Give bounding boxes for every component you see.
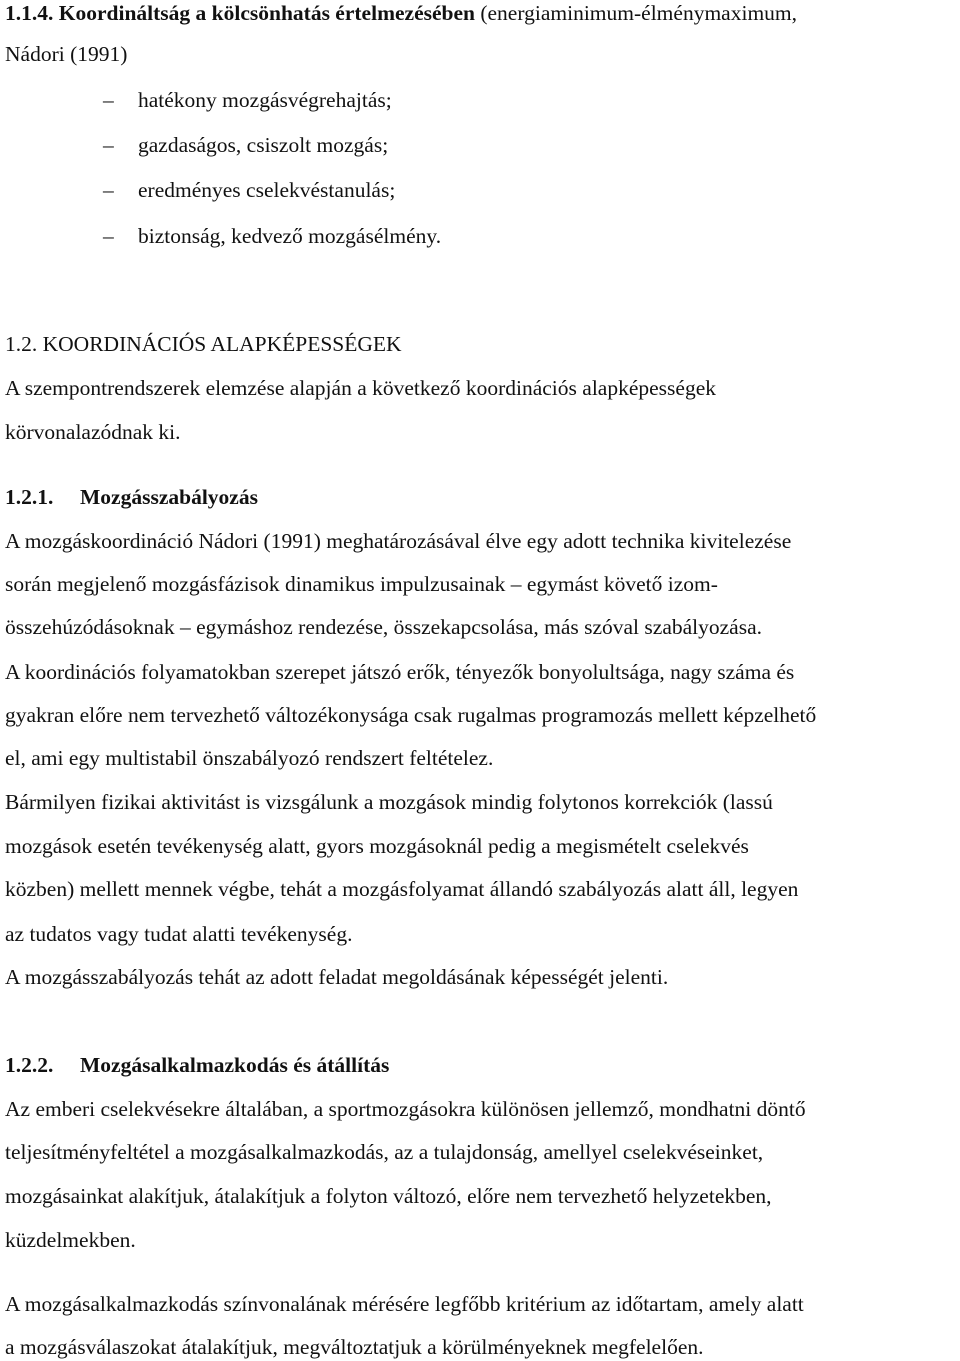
section-title: Mozgásszabályozás [80, 485, 258, 509]
paragraph-line: mozgásainkat alakítjuk, átalakítjuk a folyton változó, előre nem tervezhető helyzetekben, [5, 1184, 772, 1208]
dash-bullet: – [103, 88, 114, 112]
section-1-2-heading: 1.2. KOORDINÁCIÓS ALAPKÉPESSÉGEK [5, 332, 402, 356]
paragraph-line: közben) mellett mennek végbe, tehát a mozgásfolyamat állandó szabályozás alatt áll, legyen [5, 877, 799, 901]
paragraph-line: el, ami egy multistabil önszabályozó rendszert feltételez. [5, 746, 494, 770]
dash-bullet: – [103, 133, 114, 157]
paragraph-line: összehúzódásoknak – egymáshoz rendezése, összekapcsolása, más szóval szabályozása. [5, 615, 762, 639]
section-title: Koordináltság a kölcsönhatás értelmezésében [58, 1, 475, 25]
list-item-text: gazdaságos, csiszolt mozgás; [138, 133, 389, 157]
section-1-2-2-heading [5, 1055, 389, 1077]
section-number: 1.2.1. [5, 485, 54, 509]
section-1-2-1-heading [5, 487, 258, 509]
paragraph-line: a mozgásválaszokat átalakítjuk, megváltoztatjuk a körülményeknek megfelelően. [5, 1335, 704, 1359]
paragraph-line: körvonalazódnak ki. [5, 420, 181, 444]
paragraph-line: Az emberi cselekvésekre általában, a sportmozgásokra különösen jellemző, mondhatni döntő [5, 1097, 806, 1121]
paragraph-line: Bármilyen fizikai aktivitást is vizsgálunk a mozgások mindig folytonos korrekciók (lassú [5, 790, 773, 814]
section-title: Mozgásalkalmazkodás és átállítás [80, 1053, 390, 1077]
section-1-1-4-source: Nádori (1991) [5, 42, 128, 66]
paragraph-line: A mozgáskoordináció Nádori (1991) meghatározásával élve egy adott technika kivitelezése [5, 529, 792, 553]
dash-bullet: – [103, 224, 114, 248]
section-1-1-4-heading [5, 3, 797, 25]
section-number: 1.2.2. [5, 1053, 54, 1077]
paragraph-line: mozgások esetén tevékenység alatt, gyors mozgásoknál pedig a megismételt cselekvés [5, 834, 749, 858]
paragraph-line: A koordinációs folyamatokban szerepet játszó erők, tényezők bonyolultsága, nagy száma és [5, 660, 795, 684]
dash-bullet: – [103, 178, 114, 202]
paragraph-line: az tudatos vagy tudat alatti tevékenység. [5, 922, 353, 946]
paragraph-line: A mozgásalkalmazkodás színvonalának mérésére legfőbb kritérium az időtartam, amely alatt [5, 1292, 804, 1316]
list-item-text: eredményes cselekvéstanulás; [138, 178, 396, 202]
paragraph-line: során megjelenő mozgásfázisok dinamikus impulzusainak – egymást követő izom- [5, 572, 718, 596]
paragraph-line: gyakran előre nem tervezhető változékonysága csak rugalmas programozás mellett képzelhető [5, 703, 817, 727]
paragraph-line: teljesítményfeltétel a mozgásalkalmazkodás, az a tulajdonság, amellyel cselekvéseinket, [5, 1140, 764, 1164]
list-item-text: hatékony mozgásvégrehajtás; [138, 88, 392, 112]
paragraph-line: A mozgásszabályozás tehát az adott feladat megoldásának képességét jelenti. [5, 965, 669, 989]
list-item-text: biztonság, kedvező mozgásélmény. [138, 224, 442, 248]
paragraph-line: A szempontrendszerek elemzése alapján a következő koordinációs alapképességek [5, 376, 716, 400]
section-number: 1.1.4. [5, 1, 54, 25]
paragraph-line: küzdelmekben. [5, 1228, 136, 1252]
section-paren: (energiaminimum-élménymaximum, [480, 1, 798, 25]
